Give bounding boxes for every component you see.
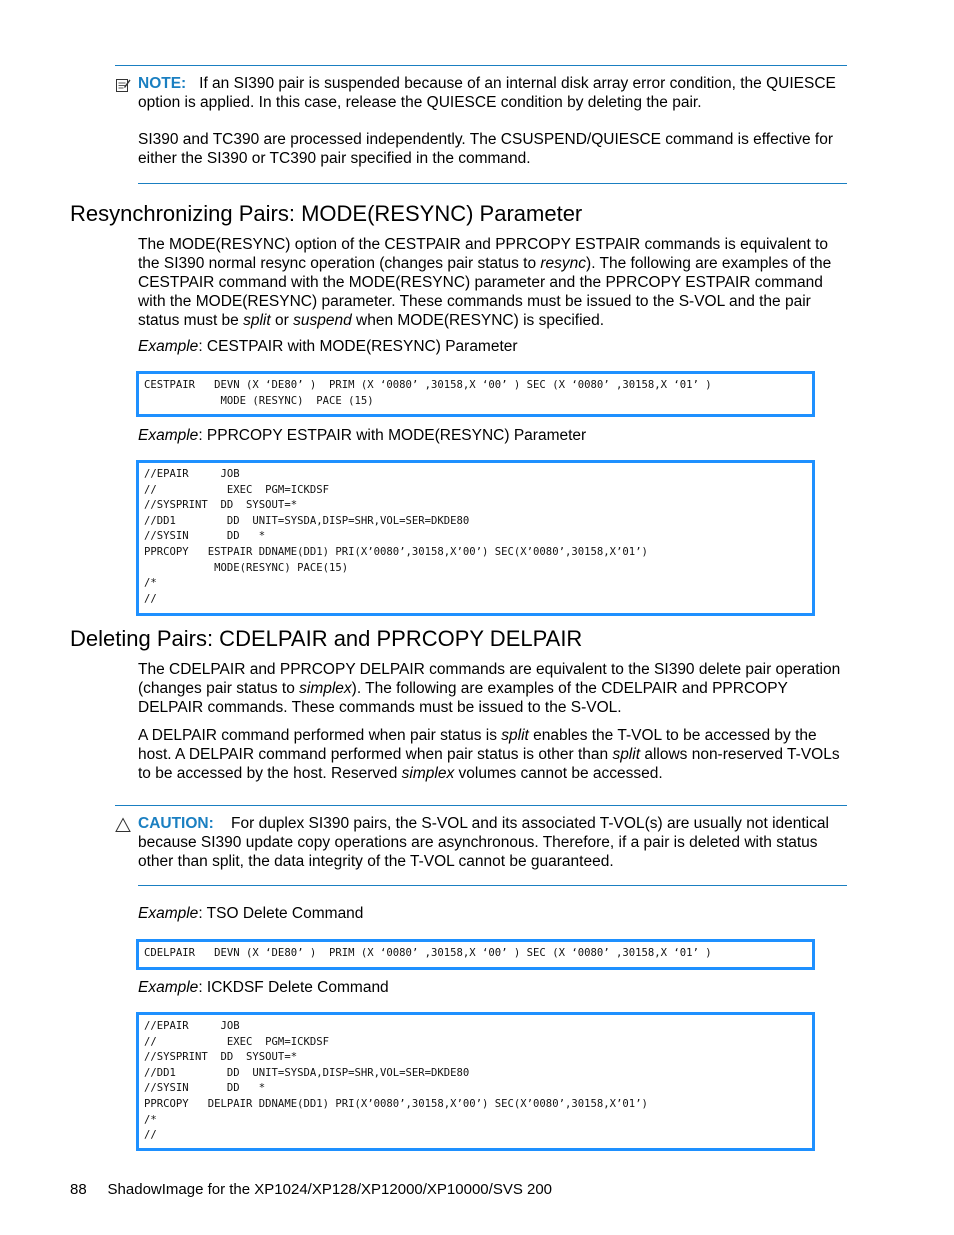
example-caption-text: : PPRCOPY ESTPAIR with MODE(RESYNC) Parameter (198, 427, 587, 444)
delete2-em-split: split (501, 727, 529, 744)
resync-text-b: ). The following are examples of the CESTPAIR command with the MODE(RESYNC) parameter and the PPRCOPY ESTPAIR command with the MODE(RESYNC) parameter. These commands must be issued to the S-VOL and the pair status must be (138, 255, 832, 329)
resync-text-d: when MODE(RESYNC) is specified. (351, 312, 605, 329)
resync-em-suspend: suspend (293, 312, 352, 329)
page-number: 88 (70, 1181, 87, 1198)
resync-em-split: split (243, 312, 271, 329)
resync-em-resync: resync (540, 255, 587, 272)
code-cestpair: CESTPAIR DEVN (X ‘DE80’ ) PRIM (X ‘0080’ ,30158,X ‘00’ ) SEC (X ‘0080’ ,30158,X ‘01’ ) MODE (RESYNC) PACE (15) (144, 379, 712, 407)
footer-title: ShadowImage for the XP1024/XP128/XP12000/XP10000/SVS 200 (107, 1181, 553, 1198)
section-heading-resync: Resynchronizing Pairs: MODE(RESYNC) Parameter (70, 201, 583, 226)
caution-icon (115, 817, 131, 833)
code-tso: CDELPAIR DEVN (X ‘DE80’ ) PRIM (X ‘0080’ ,30158,X ‘00’ ) SEC (X ‘0080’ ,30158,X ‘01’ ) (144, 947, 712, 959)
note-bottom-rule (138, 183, 847, 184)
delete-paragraph-2 (138, 726, 850, 783)
example-label: Example (138, 979, 199, 996)
code-pprcopy-estpair: //EPAIR JOB // EXEC PGM=ICKDSF //SYSPRINT DD SYSOUT=* //DD1 DD UNIT=SYSDA,DISP=SHR,VOL=SER=DKDE80 //SYSIN DD * PPRCOPY ESTPAIR DDNAME(DD1) PRI(X’0080’,30158,X’00’) SEC(X’0080’,30158,X’01’) MODE(RESYNC) PACE(15) /* // (144, 468, 648, 605)
caution-text: For duplex SI390 pairs, the S-VOL and its associated T-VOL(s) are usually not identical because SI390 update copy operations are asynchronous. Therefore, if a pair is deleted with status other than split, the data integrity of the T-VOL cannot be guaranteed. (138, 815, 829, 870)
caution-top-rule (115, 805, 847, 806)
note-label: NOTE: (138, 75, 187, 92)
section-heading-delete: Deleting Pairs: CDELPAIR and PPRCOPY DELPAIR (70, 626, 583, 651)
delete2-text-d: volumes cannot be accessed. (454, 765, 663, 782)
example-caption-tso (138, 904, 363, 923)
example-caption-text: : CESTPAIR with MODE(RESYNC) Parameter (198, 338, 518, 355)
delete-em-simplex: simplex (299, 680, 352, 697)
delete-text-b: ). The following are examples of the CDELPAIR and PPRCOPY DELPAIR commands. These commands must be issued to the S-VOL. (138, 680, 788, 716)
caution-bottom-rule (138, 885, 847, 886)
footer (70, 1180, 552, 1199)
example-caption-text: : TSO Delete Command (198, 905, 364, 922)
delete-paragraph-1 (138, 660, 850, 717)
example-caption-text: : ICKDSF Delete Command (198, 979, 389, 996)
note-top-rule (115, 65, 847, 66)
note-paragraph (138, 74, 850, 112)
delete2-em-simplex: simplex (401, 765, 455, 782)
note-text: If an SI390 pair is suspended because of an internal disk array error condition, the QUIESCE option is applied. In this case, release the QUIESCE condition by deleting the pair. (138, 75, 836, 111)
example-caption-cestpair (138, 337, 518, 356)
note-paragraph-2: SI390 and TC390 are processed independently. The CSUSPEND/QUIESCE command is effective for either the SI390 or TC390 pair specified in the command. (138, 131, 833, 167)
code-ickdsf: //EPAIR JOB // EXEC PGM=ICKDSF //SYSPRINT DD SYSOUT=* //DD1 DD UNIT=SYSDA,DISP=SHR,VOL=SER=DKDE80 //SYSIN DD * PPRCOPY DELPAIR DDNAME(DD1) PRI(X’0080’,30158,X’00’) SEC(X’0080’,30158,X’01’) /* // (144, 1020, 648, 1142)
delete2-text-b: enables the T-VOL to be accessed by the host. A DELPAIR command performed when pair status is other than (138, 727, 817, 763)
code-block-tso (136, 939, 815, 970)
example-caption-pprcopy-estpair (138, 426, 586, 445)
caution-label: CAUTION: (138, 815, 214, 832)
resync-text-c: or (270, 312, 294, 329)
code-block-cestpair (136, 371, 815, 417)
example-caption-ickdsf (138, 978, 389, 997)
note-icon (115, 77, 131, 93)
delete2-text-c: allows non-reserved T-VOLs to be accessed by the host. Reserved (138, 746, 840, 782)
resync-paragraph (138, 235, 850, 330)
resync-text-a: The MODE(RESYNC) option of the CESTPAIR and PPRCOPY ESTPAIR commands is equivalent to the SI390 normal resync operation (changes pair status to (138, 236, 829, 272)
code-block-pprcopy-estpair (136, 460, 815, 616)
delete-text-a: The CDELPAIR and PPRCOPY DELPAIR commands are equivalent to the SI390 delete pair operation (changes pair status to (138, 661, 841, 697)
example-label: Example (138, 427, 199, 444)
code-block-ickdsf (136, 1012, 815, 1151)
delete2-text-a: A DELPAIR command performed when pair status is (138, 727, 502, 744)
example-label: Example (138, 905, 199, 922)
example-label: Example (138, 338, 199, 355)
delete2-em-split-2: split (612, 746, 641, 763)
caution-paragraph (138, 814, 850, 871)
